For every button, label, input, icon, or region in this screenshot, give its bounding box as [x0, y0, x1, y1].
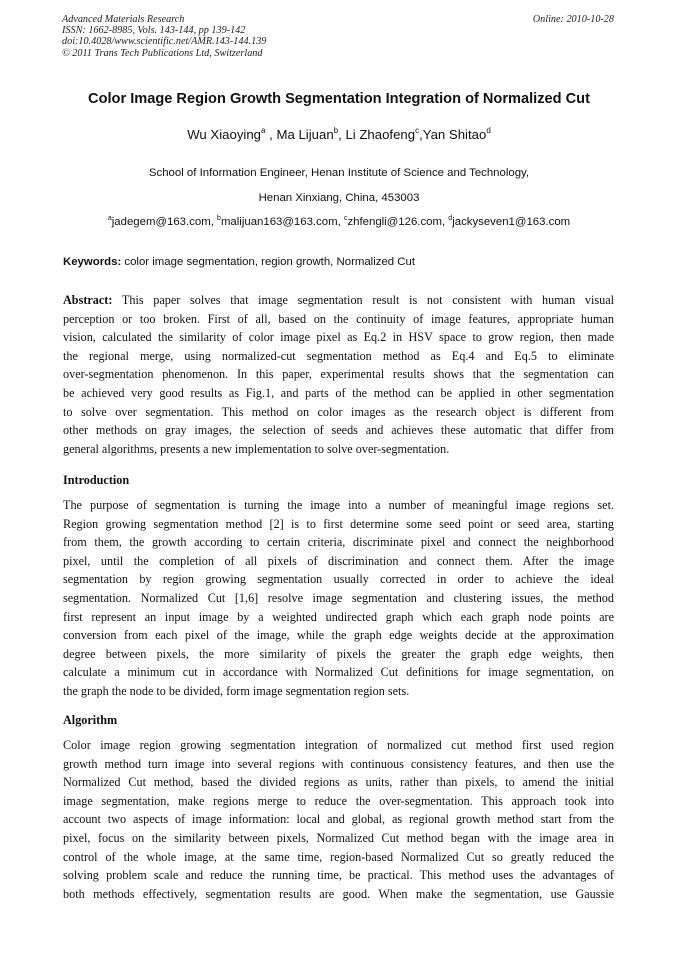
email-sup: a [107, 215, 112, 222]
author-separator: , [419, 127, 423, 142]
abstract [63, 291, 614, 458]
text-line: control of the whole image, at the same time, region-based Normalized Cut so greatly reduced the [63, 849, 614, 864]
abstract-label: Abstract: [63, 293, 113, 307]
author-separator: , [338, 127, 346, 142]
email-address: jackyseven1@163.com [452, 216, 571, 228]
introduction-heading: Introduction [63, 473, 130, 487]
text-line: first represent an input image by a weighted undirected graph which each graph node points are [63, 609, 614, 624]
text-line: be achieved very good results as Fig.1, and parts of the method can be applied in other segmentation [63, 385, 614, 400]
text-line: other methods on gray images, the selection of seeds and achieves these automatic that differ from [63, 423, 614, 438]
introduction-body [63, 496, 614, 701]
text-line: The purpose of segmentation is turning the image into a number of meaningful image regions set. [63, 498, 614, 512]
author-sup: a [261, 126, 266, 135]
paper-title: Color Image Region Growth Segmentation Integration of Normalized Cut [88, 91, 590, 107]
journal-header [62, 14, 266, 59]
keywords-label: Keywords: [63, 256, 122, 268]
text-line: Region growing segmentation method [2] is to first determine some seed point or seed area, starting [63, 516, 614, 531]
author-sup: c [415, 126, 420, 135]
text-line: calculate a minimum cut in accordance with Normalized Cut definitions for image segmentation, on [63, 665, 614, 680]
email-sup: c [343, 215, 348, 222]
text-line: over-segmentation phenomenon. In this paper, experimental results shows that the segmentation can [63, 367, 614, 382]
text-line: to solve over segmentation. This method on color images as the research object is different from [63, 404, 614, 419]
issn-line: ISSN: 1662-8985, Vols. 143-144, pp 139-142 [62, 25, 246, 37]
copyright-line: © 2011 Trans Tech Publications Ltd, Switzerland [62, 47, 263, 59]
author-list [0, 127, 678, 142]
keywords [63, 256, 415, 268]
text-line: pixel, focus on the similarity between pixels, Normalized Cut method began with the image area in [63, 830, 614, 845]
text-line: Abstract: This paper solves that image segmentation result is not consistent with human visual [63, 293, 614, 307]
text-line: general algorithms, presents a new implementation to solve over-segmentation. [63, 441, 450, 456]
text-line: account two aspects of image information: local and global, as regional growth method start from the [63, 812, 614, 827]
keywords-text: color image segmentation, region growth, Normalized Cut [121, 256, 415, 268]
doi-line: doi:10.4028/www.scientific.net/AMR.143-144.139 [62, 36, 267, 48]
text-line: from them, the growth according to certain criteria, discriminate pixel and connect the neighborhood [63, 535, 614, 550]
text-line: growth method turn image into several regions with continuous consistency features, and then use the [63, 756, 614, 771]
text-line: degree between pixels, the more similarity of pixels the greater the graph edge weights, then [63, 646, 614, 661]
text-line: segmentation by region growing segmentation usually corrected in order to achieve the ideal [63, 572, 614, 587]
author-sup: b [333, 126, 339, 135]
author-name: Li Zhaofeng [345, 127, 416, 142]
email-sup: b [217, 215, 221, 222]
text-line: both methods effectively, segmentation results are good. When make the segmentation, use Gaussie [63, 886, 614, 901]
author-separator: , [265, 127, 277, 142]
author-name: Wu Xiaoying [187, 127, 262, 142]
text-line: segmentation. Normalized Cut [1,6] resolve image segmentation and clustering issues, the method [63, 590, 614, 605]
affiliation-line-1: School of Information Engineer, Henan Institute of Science and Technology, [148, 167, 530, 179]
affiliation-line-2: Henan Xinxiang, China, 453003 [258, 192, 420, 204]
text-line: solving problem scale and reduce the running time, be practical. This method uses the advantages of [63, 868, 614, 883]
journal-name: Advanced Materials Research [62, 14, 185, 25]
algorithm-heading: Algorithm [63, 713, 118, 727]
text-line: the regional merge, using normalized-cut segmentation method as Eq.4 and Eq.5 to eliminate [63, 348, 614, 363]
text-line: vision, calculated the similarity of color image pixel as Eq.2 in HSV space to grow region, then made [63, 330, 614, 345]
text-line: Normalized Cut method, based the divided regions as units, rather than pixels, to amend the initial [63, 775, 614, 790]
text-line: pixel, until the completion of all pixels of discrimination and connect them. After the image [63, 553, 614, 568]
algorithm-body [63, 736, 614, 903]
text-line: perception or too broken. First of all, based on the continuity of image features, appropriate human [63, 311, 614, 326]
online-date: Online: 2010-10-28 [532, 14, 614, 25]
email-address: jadegem@163.com, [111, 216, 218, 228]
author-sup: d [486, 126, 491, 135]
text-line: the graph the node to be divided, form image segmentation region sets. [63, 683, 410, 698]
email-list [0, 216, 678, 228]
author-name: Yan Shitao [422, 127, 487, 142]
text-line: image segmentation, make regions merge to reduce the over-segmentation. This approach took into [63, 793, 614, 808]
author-name: Ma Lijuan [276, 127, 334, 142]
text-line: conversion from each pixel of the image, while the graph edge weights decide at the approximation [63, 628, 614, 643]
email-address: zhfengli@126.com, [347, 216, 449, 228]
email-address: malijuan163@163.com, [220, 216, 344, 228]
email-sup: d [448, 215, 453, 222]
text-line: Color image region growing segmentation integration of normalized cut method first used region [63, 738, 614, 752]
